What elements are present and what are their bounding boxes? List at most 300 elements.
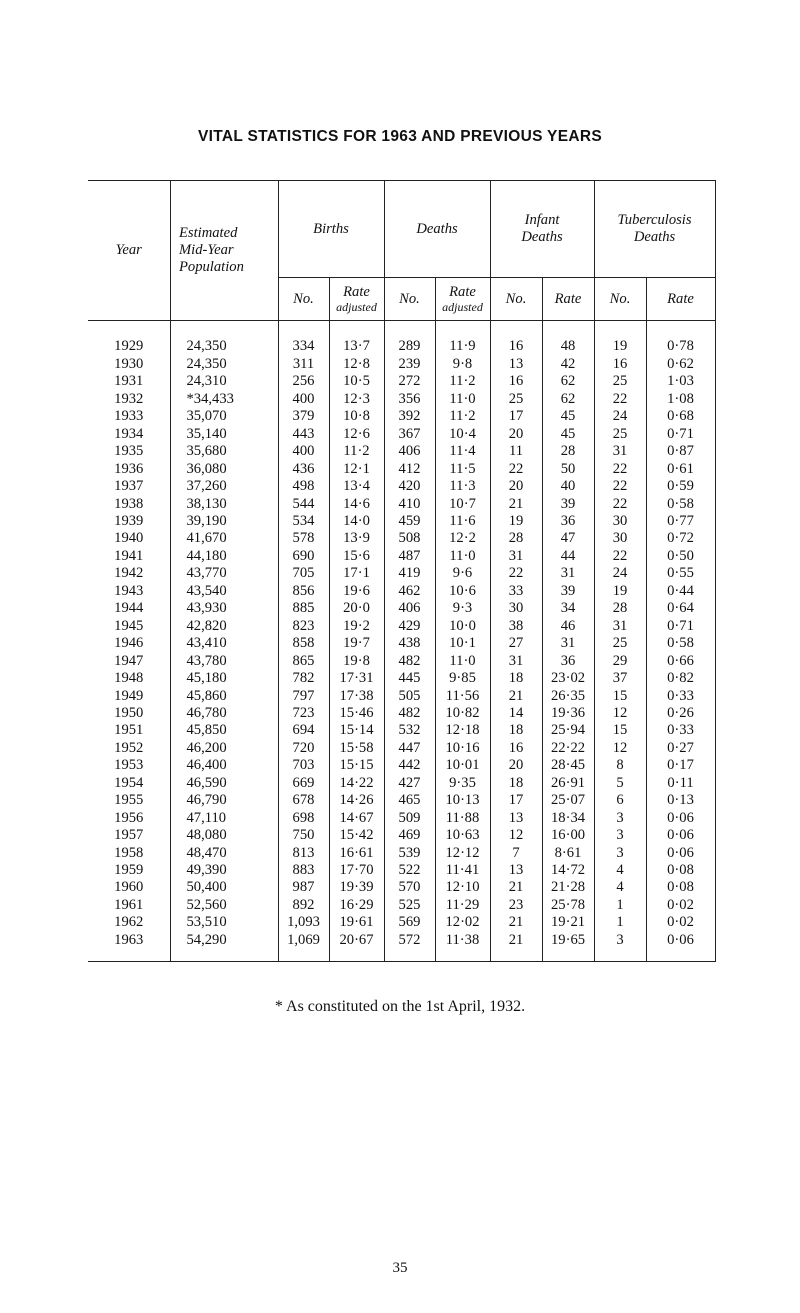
cell-tb-no: 3: [594, 845, 646, 862]
cell-infant-rate: 62: [542, 391, 594, 408]
cell-infant-rate: 25·07: [542, 792, 594, 809]
cell-infant-no: 13: [490, 862, 542, 879]
table-row: [88, 757, 715, 774]
cell-population: 41,670: [170, 530, 278, 547]
cell-year: 1961: [114, 896, 144, 913]
cell-tb-no: 30: [594, 513, 646, 530]
cell-births-rate: 19·8: [329, 653, 384, 670]
cell-deaths-no: 572: [384, 932, 435, 962]
header-tb-no: No.: [594, 278, 646, 321]
table-row: [88, 513, 715, 530]
cell-deaths-rate: 11·6: [435, 513, 490, 530]
cell-births-no: 678: [278, 792, 329, 809]
cell-tb-rate: 0·06: [646, 932, 715, 962]
cell-infant-rate: 26·35: [542, 688, 594, 705]
cell-infant-no: 31: [490, 548, 542, 565]
cell-tb-rate: 0·06: [646, 810, 715, 827]
cell-population: 48,080: [170, 827, 278, 844]
cell-infant-rate: 25·78: [542, 897, 594, 914]
cell-tb-rate: 0·72: [646, 530, 715, 547]
cell-infant-rate: 14·72: [542, 862, 594, 879]
cell-tb-rate: 0·02: [646, 897, 715, 914]
cell-births-no: 750: [278, 827, 329, 844]
cell-population: 46,590: [170, 775, 278, 792]
cell-infant-no: 7: [490, 845, 542, 862]
cell-infant-rate: 46: [542, 618, 594, 635]
table-row: [88, 530, 715, 547]
cell-tb-no: 15: [594, 722, 646, 739]
header-year: Year: [88, 181, 170, 321]
table-row: [88, 391, 715, 408]
cell-deaths-rate: 9·8: [435, 356, 490, 373]
cell-year: 1953: [114, 757, 144, 774]
header-infant-no: No.: [490, 278, 542, 321]
table-body: [88, 321, 715, 962]
cell-births-rate: 17·70: [329, 862, 384, 879]
cell-year: 1956: [114, 809, 144, 826]
cell-year: 1949: [114, 687, 144, 704]
cell-deaths-rate: 9·35: [435, 775, 490, 792]
cell-infant-no: 18: [490, 722, 542, 739]
cell-infant-rate: 48: [542, 338, 594, 355]
header-infant-deaths: Infant Deaths: [490, 181, 594, 278]
cell-tb-rate: 1·03: [646, 373, 715, 390]
cell-deaths-no: 505: [384, 688, 435, 705]
cell-population: 42,820: [170, 618, 278, 635]
cell-deaths-no: 272: [384, 373, 435, 390]
cell-deaths-rate: 12·18: [435, 722, 490, 739]
cell-population: 46,790: [170, 792, 278, 809]
cell-deaths-no: 392: [384, 408, 435, 425]
cell-infant-rate: 28·45: [542, 757, 594, 774]
cell-deaths-no: 459: [384, 513, 435, 530]
cell-births-rate: 12·6: [329, 426, 384, 443]
cell-population: 43,770: [170, 565, 278, 582]
cell-tb-rate: 0·02: [646, 914, 715, 931]
table-row: [88, 862, 715, 879]
cell-deaths-no: 438: [384, 635, 435, 652]
cell-deaths-rate: 10·63: [435, 827, 490, 844]
cell-tb-rate: 0·78: [646, 338, 715, 355]
cell-tb-no: 12: [594, 740, 646, 757]
cell-infant-no: 31: [490, 653, 542, 670]
cell-population: 52,560: [170, 897, 278, 914]
cell-births-no: 1,093: [278, 914, 329, 931]
cell-population: *34,433: [170, 391, 278, 408]
cell-infant-no: 28: [490, 530, 542, 547]
cell-population: 24,350: [170, 338, 278, 355]
cell-births-no: 436: [278, 461, 329, 478]
cell-tb-no: 4: [594, 879, 646, 896]
cell-deaths-no: 509: [384, 810, 435, 827]
table-row: [88, 618, 715, 635]
cell-tb-rate: 0·66: [646, 653, 715, 670]
cell-infant-no: 25: [490, 391, 542, 408]
table-row: [88, 879, 715, 896]
cell-infant-no: 16: [490, 338, 542, 355]
table-row: [88, 897, 715, 914]
table-row: [88, 792, 715, 809]
table-row: [88, 670, 715, 687]
cell-infant-no: 13: [490, 810, 542, 827]
cell-infant-no: 20: [490, 757, 542, 774]
cell-infant-no: 16: [490, 373, 542, 390]
cell-deaths-rate: 11·2: [435, 408, 490, 425]
cell-deaths-rate: 10·7: [435, 496, 490, 513]
cell-deaths-rate: 11·0: [435, 391, 490, 408]
cell-deaths-rate: 10·82: [435, 705, 490, 722]
cell-deaths-rate: 11·0: [435, 653, 490, 670]
cell-deaths-rate: 10·4: [435, 426, 490, 443]
table-row: [88, 338, 715, 355]
cell-births-rate: 15·14: [329, 722, 384, 739]
cell-deaths-no: 462: [384, 583, 435, 600]
cell-births-rate: 13·4: [329, 478, 384, 495]
cell-deaths-no: 522: [384, 862, 435, 879]
cell-year: 1957: [114, 827, 144, 844]
cell-tb-no: 4: [594, 862, 646, 879]
cell-births-rate: 14·26: [329, 792, 384, 809]
cell-infant-no: 30: [490, 600, 542, 617]
cell-births-no: 578: [278, 530, 329, 547]
cell-deaths-rate: 11·3: [435, 478, 490, 495]
cell-year: 1948: [114, 670, 144, 687]
cell-deaths-no: 406: [384, 600, 435, 617]
cell-tb-rate: 0·17: [646, 757, 715, 774]
cell-tb-no: 22: [594, 496, 646, 513]
cell-births-rate: 13·9: [329, 530, 384, 547]
cell-infant-no: 12: [490, 827, 542, 844]
cell-year: 1930: [114, 355, 144, 372]
cell-population: 35,070: [170, 408, 278, 425]
table-row: [88, 478, 715, 495]
cell-population: 46,400: [170, 757, 278, 774]
cell-year: 1952: [114, 739, 144, 756]
cell-population: 24,350: [170, 356, 278, 373]
cell-tb-rate: 0·61: [646, 461, 715, 478]
cell-tb-rate: 0·33: [646, 722, 715, 739]
cell-infant-no: 27: [490, 635, 542, 652]
cell-infant-rate: 42: [542, 356, 594, 373]
cell-infant-rate: 34: [542, 600, 594, 617]
cell-year: 1940: [114, 530, 144, 547]
cell-deaths-no: 406: [384, 443, 435, 460]
cell-population: 24,310: [170, 373, 278, 390]
table-row: [88, 356, 715, 373]
cell-year: 1950: [114, 704, 144, 721]
cell-population: 43,780: [170, 653, 278, 670]
cell-births-no: 813: [278, 845, 329, 862]
cell-infant-no: 16: [490, 740, 542, 757]
table-row: [88, 548, 715, 565]
cell-births-no: 443: [278, 426, 329, 443]
cell-deaths-rate: 11·0: [435, 548, 490, 565]
cell-births-rate: 17·1: [329, 565, 384, 582]
cell-year: 1947: [114, 652, 144, 669]
header-infant-rate: Rate: [542, 278, 594, 321]
cell-deaths-no: 289: [384, 338, 435, 355]
cell-infant-rate: 44: [542, 548, 594, 565]
cell-tb-no: 30: [594, 530, 646, 547]
cell-births-no: 544: [278, 496, 329, 513]
cell-infant-rate: 36: [542, 653, 594, 670]
cell-tb-rate: 0·82: [646, 670, 715, 687]
cell-infant-rate: 45: [542, 426, 594, 443]
cell-births-rate: 20·67: [329, 932, 384, 962]
cell-deaths-no: 532: [384, 722, 435, 739]
cell-deaths-no: 482: [384, 705, 435, 722]
cell-births-rate: 19·61: [329, 914, 384, 931]
cell-births-no: 498: [278, 478, 329, 495]
cell-infant-no: 33: [490, 583, 542, 600]
cell-deaths-rate: 9·6: [435, 565, 490, 582]
cell-births-rate: 16·29: [329, 897, 384, 914]
cell-infant-no: 17: [490, 792, 542, 809]
cell-population: 45,180: [170, 670, 278, 687]
cell-tb-rate: 0·13: [646, 792, 715, 809]
cell-tb-rate: 0·71: [646, 426, 715, 443]
cell-population: 38,130: [170, 496, 278, 513]
cell-year: 1933: [114, 408, 144, 425]
cell-year: 1942: [114, 565, 144, 582]
cell-deaths-no: 410: [384, 496, 435, 513]
cell-deaths-rate: 12·02: [435, 914, 490, 931]
cell-deaths-no: 465: [384, 792, 435, 809]
table-row: [88, 373, 715, 390]
cell-infant-no: 20: [490, 478, 542, 495]
cell-year: 1955: [114, 792, 144, 809]
cell-births-no: 669: [278, 775, 329, 792]
cell-tb-no: 3: [594, 810, 646, 827]
cell-deaths-rate: 10·13: [435, 792, 490, 809]
cell-deaths-rate: 11·38: [435, 932, 490, 962]
cell-year: 1936: [114, 460, 144, 477]
cell-tb-no: 24: [594, 408, 646, 425]
cell-deaths-no: 445: [384, 670, 435, 687]
cell-population: 46,780: [170, 705, 278, 722]
cell-year: 1943: [114, 582, 144, 599]
cell-infant-rate: 19·21: [542, 914, 594, 931]
cell-tb-no: 29: [594, 653, 646, 670]
cell-year: 1939: [114, 512, 144, 529]
cell-population: 43,410: [170, 635, 278, 652]
cell-infant-no: 21: [490, 496, 542, 513]
cell-births-no: 690: [278, 548, 329, 565]
cell-tb-no: 31: [594, 618, 646, 635]
table-row: [88, 827, 715, 844]
cell-births-rate: 17·31: [329, 670, 384, 687]
cell-deaths-rate: 10·0: [435, 618, 490, 635]
cell-births-no: 534: [278, 513, 329, 530]
cell-births-no: 885: [278, 600, 329, 617]
cell-tb-no: 19: [594, 338, 646, 355]
cell-deaths-rate: 10·01: [435, 757, 490, 774]
cell-year: 1938: [114, 495, 144, 512]
cell-infant-no: 18: [490, 775, 542, 792]
table-row: [88, 653, 715, 670]
cell-births-no: 782: [278, 670, 329, 687]
cell-year: 1963: [88, 932, 170, 962]
cell-tb-rate: 0·71: [646, 618, 715, 635]
cell-deaths-rate: 11·41: [435, 862, 490, 879]
cell-infant-no: 14: [490, 705, 542, 722]
cell-tb-rate: 0·27: [646, 740, 715, 757]
cell-deaths-rate: 12·2: [435, 530, 490, 547]
cell-infant-rate: 19·65: [542, 932, 594, 962]
cell-births-rate: 14·6: [329, 496, 384, 513]
cell-deaths-no: 447: [384, 740, 435, 757]
cell-deaths-no: 442: [384, 757, 435, 774]
cell-births-no: 379: [278, 408, 329, 425]
cell-infant-rate: 36: [542, 513, 594, 530]
cell-births-rate: 14·22: [329, 775, 384, 792]
cell-year: 1931: [114, 373, 144, 390]
vital-statistics-table: [88, 180, 716, 962]
cell-deaths-rate: 11·4: [435, 443, 490, 460]
page-title: VITAL STATISTICS FOR 1963 AND PREVIOUS YEARS: [198, 128, 602, 145]
cell-births-rate: 10·5: [329, 373, 384, 390]
cell-tb-no: 16: [594, 356, 646, 373]
cell-births-no: 823: [278, 618, 329, 635]
cell-deaths-no: 508: [384, 530, 435, 547]
cell-year: 1962: [114, 914, 144, 931]
cell-infant-no: 38: [490, 618, 542, 635]
cell-infant-rate: 21·28: [542, 879, 594, 896]
table-row: [88, 461, 715, 478]
header-tb-rate: Rate: [646, 278, 715, 321]
cell-births-no: 1,069: [278, 932, 329, 962]
cell-deaths-no: 429: [384, 618, 435, 635]
cell-births-rate: 15·42: [329, 827, 384, 844]
cell-births-no: 256: [278, 373, 329, 390]
cell-year: 1946: [114, 635, 144, 652]
cell-population: 49,390: [170, 862, 278, 879]
cell-deaths-no: 482: [384, 653, 435, 670]
cell-population: 44,180: [170, 548, 278, 565]
cell-deaths-no: 525: [384, 897, 435, 914]
cell-year: 1959: [114, 862, 144, 879]
cell-tb-rate: 0·06: [646, 827, 715, 844]
cell-tb-no: 8: [594, 757, 646, 774]
cell-tb-no: 31: [594, 443, 646, 460]
header-births: Births: [278, 181, 384, 278]
header-tuberculosis-deaths: Tuberculosis Deaths: [594, 181, 715, 278]
cell-tb-rate: 0·33: [646, 688, 715, 705]
cell-population: 50,400: [170, 879, 278, 896]
cell-births-no: 987: [278, 879, 329, 896]
cell-deaths-no: 570: [384, 879, 435, 896]
cell-births-no: 694: [278, 722, 329, 739]
table-row: [88, 914, 715, 931]
cell-deaths-rate: 9·3: [435, 600, 490, 617]
table-row: [88, 722, 715, 739]
cell-births-no: 858: [278, 635, 329, 652]
cell-births-no: 698: [278, 810, 329, 827]
cell-deaths-no: 569: [384, 914, 435, 931]
cell-births-no: 705: [278, 565, 329, 582]
cell-births-no: 334: [278, 338, 329, 355]
cell-births-rate: 14·67: [329, 810, 384, 827]
cell-population: 47,110: [170, 810, 278, 827]
cell-deaths-rate: 11·2: [435, 373, 490, 390]
cell-births-no: 400: [278, 391, 329, 408]
cell-infant-rate: 62: [542, 373, 594, 390]
cell-population: 53,510: [170, 914, 278, 931]
cell-population: 45,860: [170, 688, 278, 705]
cell-tb-no: 25: [594, 373, 646, 390]
cell-tb-rate: 0·87: [646, 443, 715, 460]
cell-year: 1934: [114, 425, 144, 442]
table-row: [88, 426, 715, 443]
cell-infant-no: 17: [490, 408, 542, 425]
cell-deaths-rate: 11·9: [435, 338, 490, 355]
cell-population: 39,190: [170, 513, 278, 530]
cell-infant-no: 20: [490, 426, 542, 443]
table-row: [88, 705, 715, 722]
cell-infant-rate: 39: [542, 583, 594, 600]
cell-deaths-rate: 10·1: [435, 635, 490, 652]
header-population: Estimated Mid-Year Population: [170, 181, 278, 321]
cell-tb-no: 22: [594, 478, 646, 495]
cell-population: 35,140: [170, 426, 278, 443]
cell-population: 37,260: [170, 478, 278, 495]
cell-infant-rate: 45: [542, 408, 594, 425]
cell-tb-no: 25: [594, 635, 646, 652]
cell-year: 1944: [114, 600, 144, 617]
cell-year: 1932: [114, 390, 144, 407]
cell-tb-no: 1: [594, 897, 646, 914]
cell-population: 43,540: [170, 583, 278, 600]
cell-deaths-rate: 11·29: [435, 897, 490, 914]
cell-births-rate: 15·15: [329, 757, 384, 774]
cell-tb-rate: 0·11: [646, 775, 715, 792]
cell-infant-rate: 31: [542, 565, 594, 582]
cell-deaths-no: 469: [384, 827, 435, 844]
cell-infant-rate: 22·22: [542, 740, 594, 757]
cell-births-rate: 14·0: [329, 513, 384, 530]
cell-births-no: 311: [278, 356, 329, 373]
cell-tb-rate: 0·55: [646, 565, 715, 582]
cell-births-rate: 19·2: [329, 618, 384, 635]
cell-births-no: 856: [278, 583, 329, 600]
cell-births-no: 720: [278, 740, 329, 757]
table-row: [88, 565, 715, 582]
cell-infant-no: 21: [490, 932, 542, 962]
cell-births-no: 865: [278, 653, 329, 670]
cell-year: 1929: [114, 338, 144, 355]
cell-population: 35,680: [170, 443, 278, 460]
cell-infant-rate: 26·91: [542, 775, 594, 792]
cell-deaths-rate: 9·85: [435, 670, 490, 687]
table-row: [88, 932, 715, 962]
header-deaths-rate-adjusted: Rate adjusted: [435, 278, 490, 321]
header-deaths: Deaths: [384, 181, 490, 278]
cell-births-rate: 15·46: [329, 705, 384, 722]
cell-deaths-rate: 10·6: [435, 583, 490, 600]
table-row: [88, 635, 715, 652]
cell-births-rate: 17·38: [329, 688, 384, 705]
cell-tb-rate: 0·08: [646, 862, 715, 879]
table-row: [88, 583, 715, 600]
cell-births-no: 797: [278, 688, 329, 705]
cell-deaths-no: 487: [384, 548, 435, 565]
cell-tb-no: 37: [594, 670, 646, 687]
cell-deaths-no: 239: [384, 356, 435, 373]
cell-births-no: 400: [278, 443, 329, 460]
cell-births-rate: 16·61: [329, 845, 384, 862]
cell-tb-no: 15: [594, 688, 646, 705]
cell-infant-rate: 18·34: [542, 810, 594, 827]
